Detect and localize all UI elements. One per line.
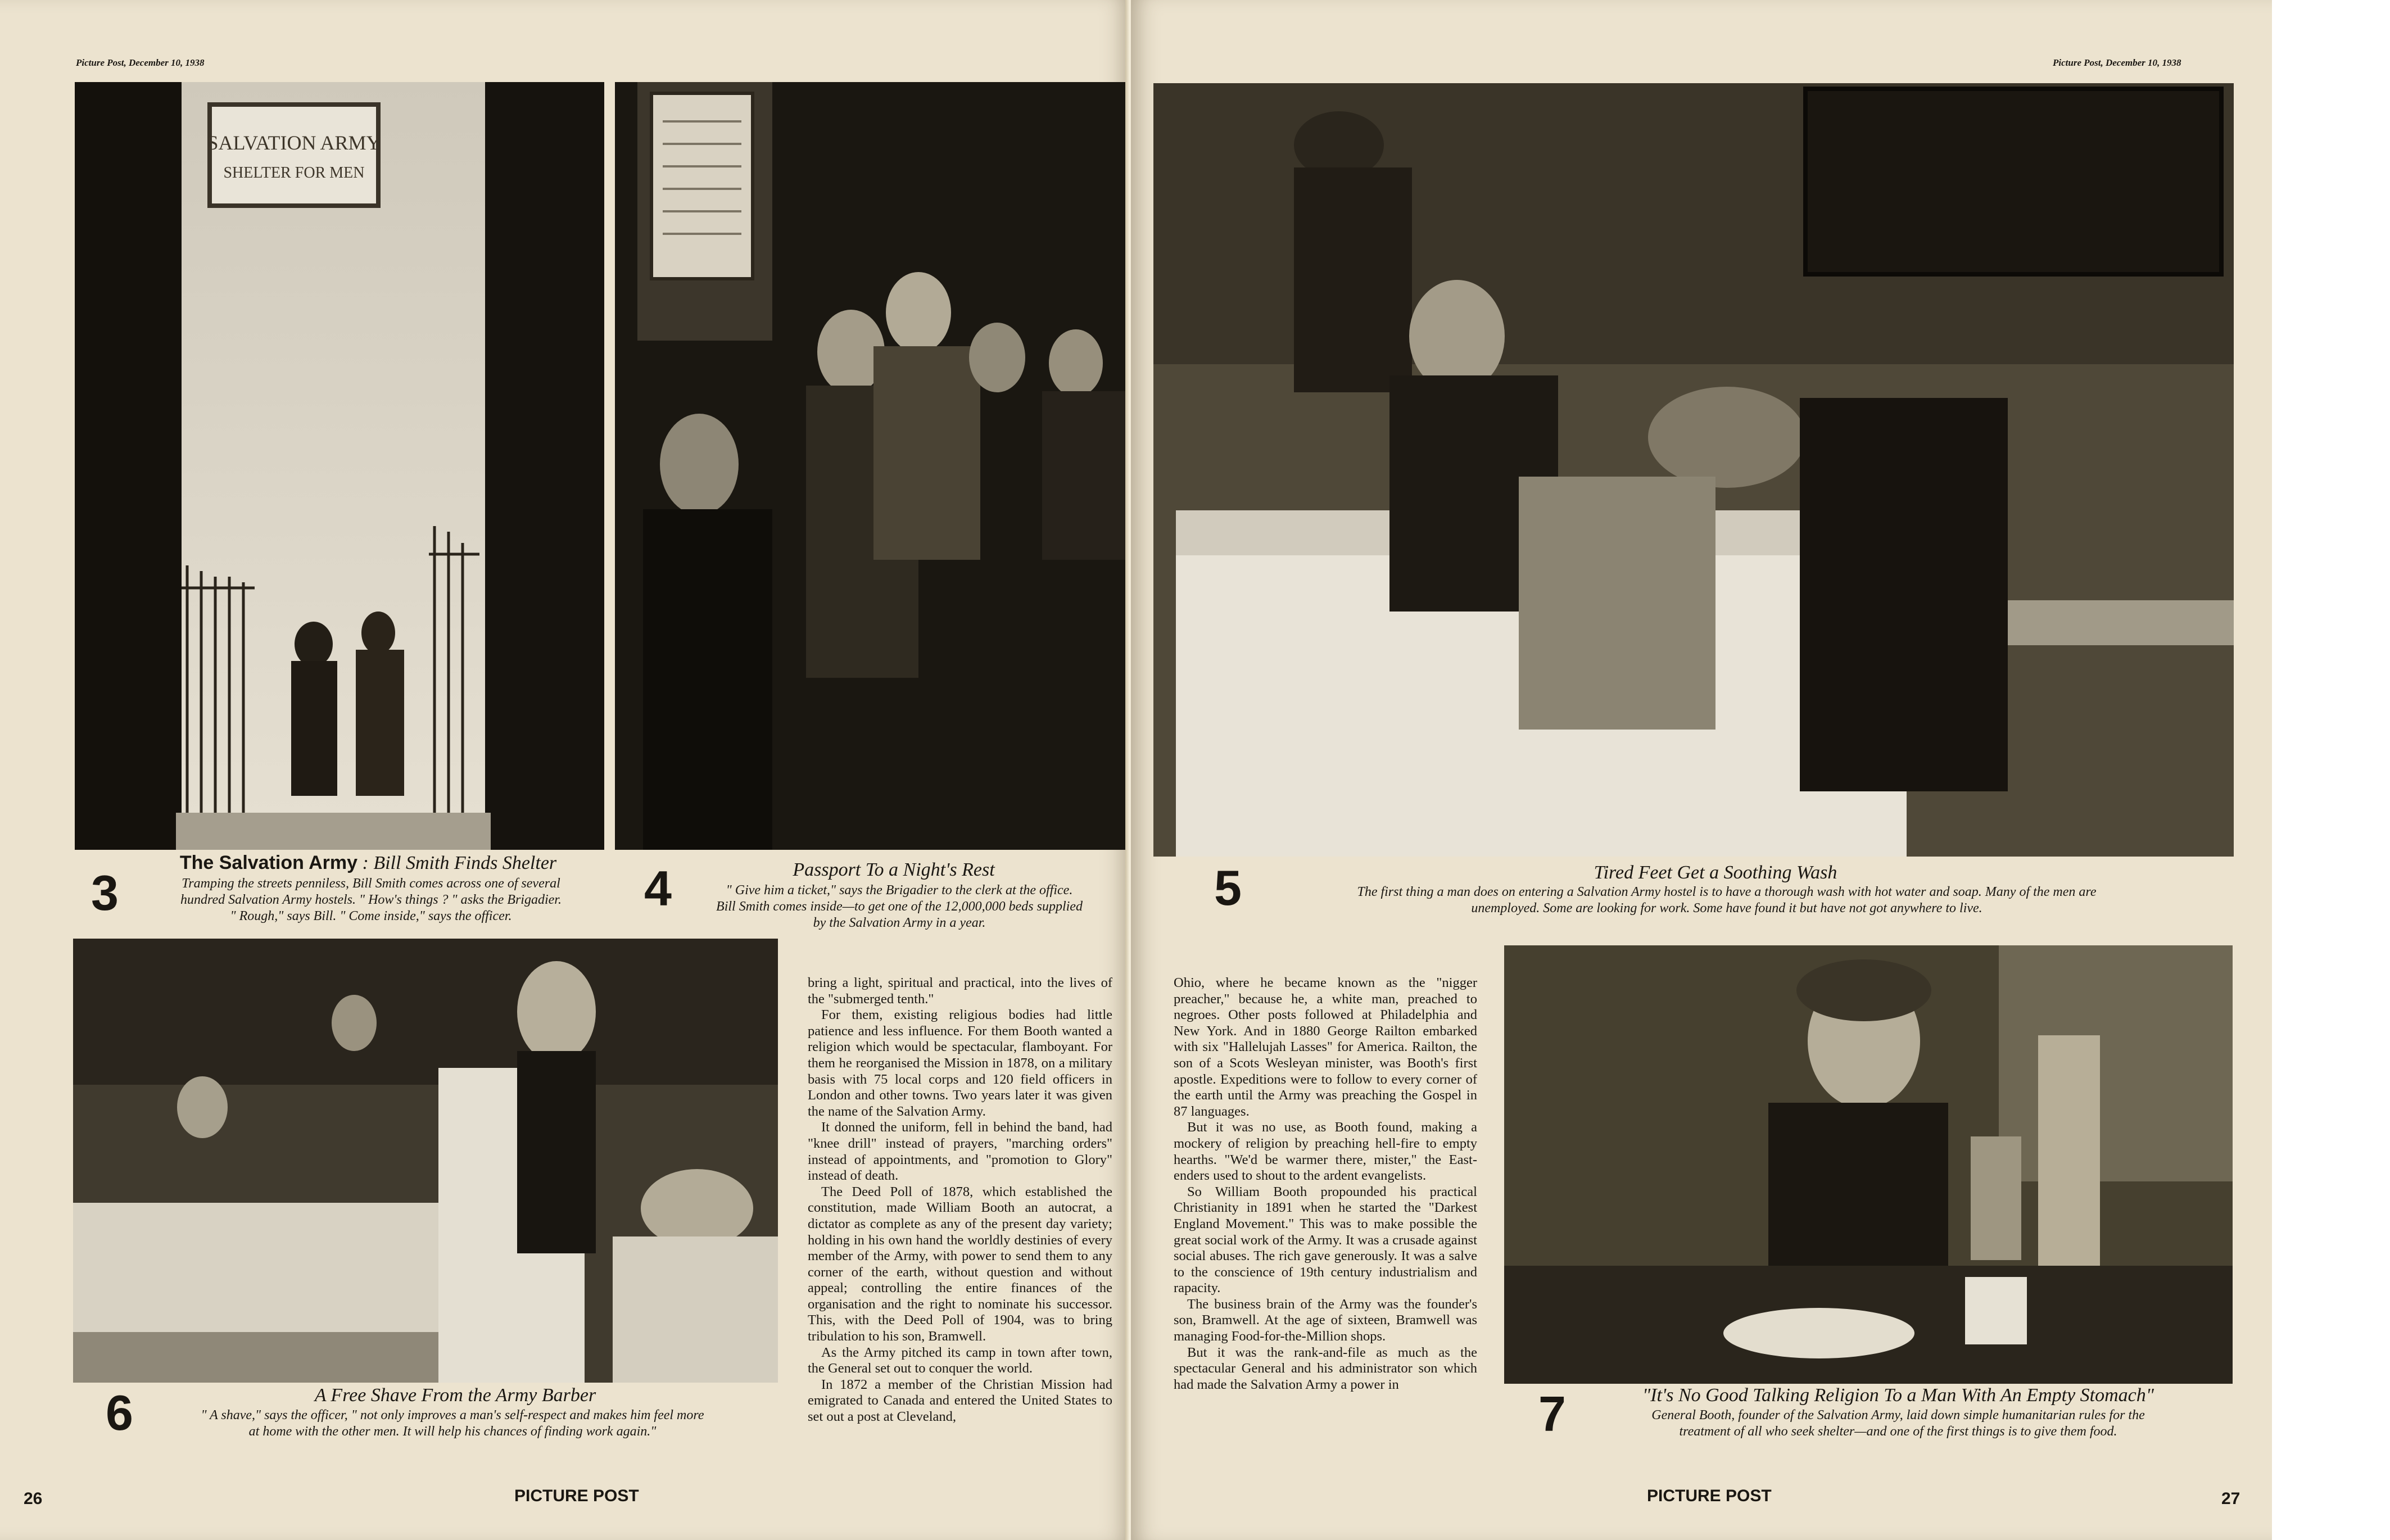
right-page (1131, 0, 2272, 1540)
article-paragraph: Ohio, where he became known as the "nigger preacher," because he, a white man, preached to negroes. Other posts followed at Philadelphia and New York. And in 1880 George Railton embarked with six "Hallelujah Lasses" for America. Railton, the son of a Scots Wesleyan minister, was Booth's first apostle. Expeditions were to follow to every corner of the earth until the Army was preaching the Gospel in 87 languages. (1174, 975, 1477, 1119)
footer-magazine-left: PICTURE POST (514, 1487, 639, 1505)
left-page (0, 0, 1130, 1540)
photo-4-image (615, 82, 1128, 850)
page-number-right: 27 (2221, 1489, 2240, 1508)
article-paragraph: It donned the uniform, fell in behind the band, had "knee drill" instead of prayers, "marching orders" instead of appointments, and "promotion to Glory" instead of death. (808, 1120, 1112, 1184)
photo-army-barber-shave (73, 939, 778, 1383)
article-paragraph: But it was no use, as Booth found, making a mockery of religion by preaching hell-fire to empty hearths. "We'd be warmer there, mister," the East-enders used to shout to the ardent evangelists. (1174, 1120, 1477, 1184)
article-paragraph: So William Booth propounded his practical Christianity in 1891 when he started the "Darkest England Movement." This was to make possible the great social work of the Army. It was a crusade against social abuses. The rich gave generously. It was a salve to the conscience of 19th century industrialism and rapacity. (1174, 1184, 1477, 1296)
photo-man-with-meal (1504, 945, 2233, 1384)
caption-3-line: hundred Salvation Army hostels. " How's things ? " asks the Brigadier. (180, 893, 562, 907)
caption-5-line: The first thing a man does on entering a Salvation Army hostel is to have a thorough wash with hot water and soap. Many of the men are (1357, 885, 2097, 899)
article-paragraph: The business brain of the Army was the founder's son, Bramwell. At the age of sixteen, Bramwell was managing Food-for-the-Million shops. (1174, 1296, 1477, 1344)
sign-line-2: SHELTER FOR MEN (223, 164, 365, 182)
photo-5-image (1153, 83, 2234, 857)
caption-4-line: Bill Smith comes inside—to get one of the 12,000,000 beds supplied (716, 899, 1083, 914)
caption-3-line: Tramping the streets penniless, Bill Smith comes across one of several (182, 876, 560, 891)
photo-salvation-army-entrance (75, 82, 604, 850)
photo-3-image (75, 82, 604, 850)
caption-3-line: " Rough," says Bill. " Come inside," says the officer. (230, 909, 512, 923)
caption-3-body (112, 876, 630, 925)
caption-5-body (1243, 884, 2210, 917)
caption-6-body (141, 1407, 764, 1440)
caption-4-body (675, 882, 1124, 931)
caption-7-line: General Booth, founder of the Salvation Army, laid down simple humanitarian rules for the (1651, 1408, 2145, 1423)
caption-6-title: A Free Shave From the Army Barber (314, 1385, 596, 1406)
article-paragraph: The Deed Poll of 1878, which established the constitution, made William Booth an autocrat, a dictator as complete as any of the present day variety; holding in his own hand the worldly destinies of every member of the Army, with power to send them to any corner of the earth, without question and without appeal; controlling the entire finances of the organisation and the right to nominate his successor. This, with the Deed Poll of 1904, was to bring tribulation to his son, Bramwell. (808, 1184, 1112, 1344)
caption-3-title-text: : Bill Smith Finds Shelter (357, 853, 557, 873)
caption-5-line: unemployed. Some are looking for work. Some have found it but have not got anywhere to live. (1471, 901, 1982, 916)
sign-line-1: SALVATION ARMY (207, 132, 381, 154)
article-column-left (808, 975, 1112, 1425)
caption-7-body (1575, 1407, 2221, 1440)
caption-3-lead: The Salvation Army (179, 852, 358, 873)
caption-6-line: at home with the other men. It will help his chances of finding work again." (248, 1424, 657, 1439)
caption-3-number: 3 (91, 865, 119, 921)
caption-4-title: Passport To a Night's Rest (793, 859, 995, 880)
running-head-left: Picture Post, December 10, 1938 (76, 57, 205, 68)
caption-7-line: treatment of all who seek shelter—and one of the first things is to give them food. (1679, 1424, 2117, 1439)
article-paragraph: As the Army pitched its camp in town after town, the General set out to conquer the world. (808, 1344, 1112, 1376)
caption-6-line: " A shave," says the officer, " not only improves a man's self-respect and makes him feel more (201, 1408, 704, 1423)
photo-brigadier-ticket-office (615, 82, 1128, 850)
photo-6-image (73, 939, 778, 1383)
article-paragraph: In 1872 a member of the Christian Mission had emigrated to Canada and entered the United States to set out a post at Cleveland, (808, 1376, 1112, 1425)
caption-4-line: " Give him a ticket," says the Brigadier to the clerk at the office. (726, 883, 1073, 898)
caption-5-number: 5 (1214, 860, 1242, 916)
caption-4-line: by the Salvation Army in a year. (813, 916, 986, 930)
caption-5-title: Tired Feet Get a Soothing Wash (1594, 862, 1837, 883)
caption-7-title: "It's No Good Talking Religion To a Man With An Empty Stomach" (1642, 1385, 2154, 1406)
running-head-right: Picture Post, December 10, 1938 (2053, 57, 2181, 68)
caption-4-number: 4 (644, 860, 672, 916)
caption-3-title (129, 852, 607, 874)
footer-magazine-right: PICTURE POST (1647, 1487, 1772, 1505)
page-number-left: 26 (24, 1489, 43, 1508)
caption-7-number: 7 (1538, 1386, 1566, 1442)
article-paragraph: bring a light, spiritual and practical, into the lives of the "submerged tenth." (808, 975, 1112, 1007)
photo-men-washing-feet (1153, 83, 2234, 857)
article-paragraph: But it was the rank-and-file as much as the spectacular General and his administrator son which had made the Salvation Army a power in (1174, 1344, 1477, 1392)
article-paragraph: For them, existing religious bodies had little patience and less influence. For them Booth wanted a religion which would be spectacular, flamboyant. For them he reorganised the Mission in 1878, on a military basis with 75 local corps and 120 field officers in London and other towns. Two years later it was given the name of the Salvation Army. (808, 1007, 1112, 1119)
photo-7-image (1504, 945, 2233, 1384)
article-column-right (1174, 975, 1477, 1393)
caption-6-number: 6 (106, 1385, 133, 1441)
